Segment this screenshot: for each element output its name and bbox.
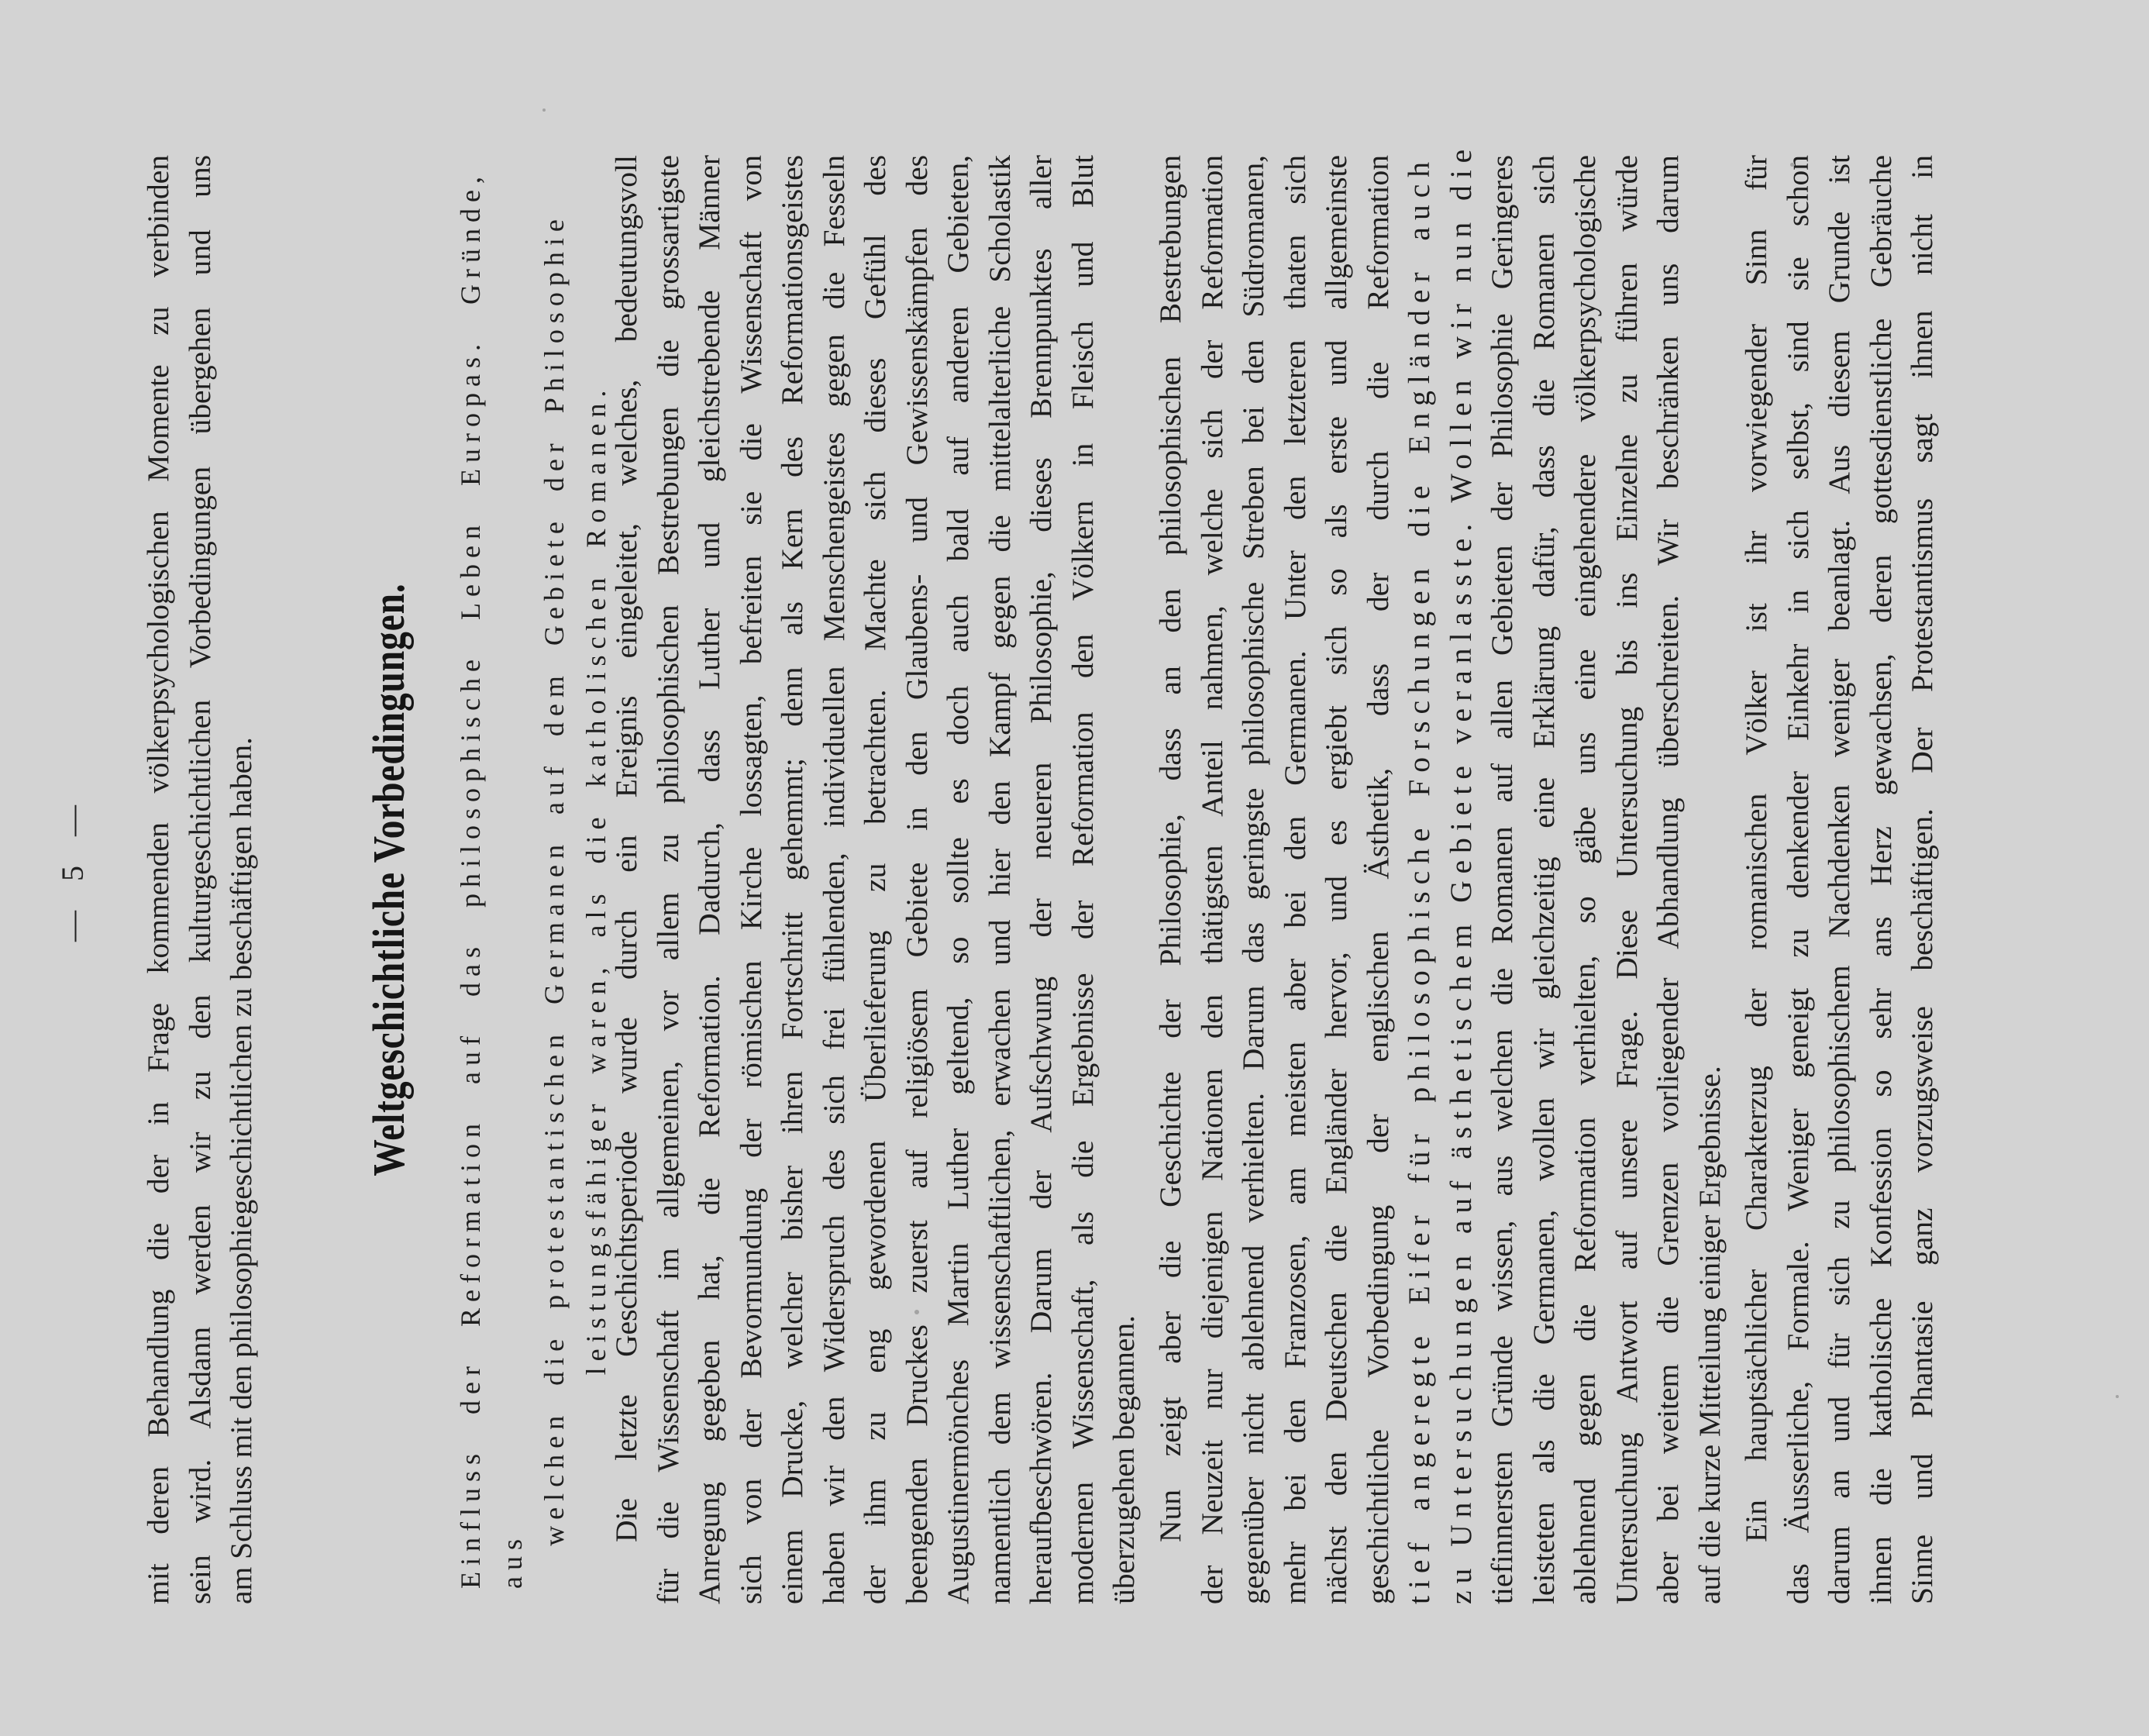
text-line: das Äusserliche, Formale. Weniger geneigt zu denkender Einkehr in sich selbst, sind sie schon [1780, 155, 1815, 1604]
scan-speck [914, 1310, 919, 1314]
text-line: Sinne und Phantasie ganz vorzugsweise beschäftigen. Der Protestantismus sagt ihnen nicht in [1905, 155, 1939, 1604]
text-line: ablehnend gegen die Reformation verhielten, so gäbe uns eine eingehendere völkerpsychologische [1568, 155, 1602, 1604]
subtitle-line: leistungsfähiger waren, als die katholischen Romanen. [580, 384, 611, 1376]
text-line: ihnen die katholische Konfession so sehr ans Herz gewachsen, deren gottesdienstliche Gebräuche [1863, 155, 1898, 1604]
subtitle-line: Einfluss der Reformation auf das philosophische Leben Europas. Gründe, aus [455, 170, 528, 1589]
text-line: beengenden Druckes zuerst auf religiösem Gebiete in den Glaubens- und Gewissenskämpfen des [899, 155, 934, 1604]
text-line: der ihm zu eng gewordenen Überlieferung zu betrachten. Machte sich dieses Gefühl des [858, 155, 892, 1604]
text-line: Untersuchung Antwort auf unsere Frage. Diese Untersuchung bis ins Einzelne zu führen würde [1609, 155, 1644, 1604]
paragraph-philosophy [1150, 142, 1731, 1604]
section-title: Weltgeschichtliche Vorbedingungen. [363, 583, 414, 1176]
text-line: für die Wissenschaft im allgemeinen, vor allem zu philosophischen Bestrebungen die grossartigste [650, 155, 685, 1604]
scan-speck [542, 108, 546, 112]
scan-speck [1790, 163, 1794, 167]
text-line: tiefinnersten Gründe wissen, aus welchen die Romanen auf allen Gebieten der Philosophie Geringeres [1485, 155, 1519, 1604]
intro-paragraph [138, 155, 263, 1604]
scan-speck [2116, 1395, 2119, 1398]
text-line: leisteten als die Germanen, wollen wir gleichzeitig eine Erklärung dafür, dass die Romanen sich [1526, 155, 1561, 1604]
text-line: haben wir den Widerspruch des sich frei fühlenden, individuellen Menschengeistes gegen die Fesseln [816, 155, 851, 1604]
text-line: mit deren Behandlung die der in Frage kommenden völkerpsychologischen Momente zu verbinden [141, 155, 175, 1604]
text-line: Augustinermönches Martin Luther geltend, so sollte es doch auch bald auf anderen Gebieten, [941, 155, 975, 1604]
text-line: auf die kurze Mitteilung einiger Ergebnisse. [1692, 1066, 1727, 1604]
text-line: gegenüber nicht ablehnend verhielten. Darum das geringste philosophische Streben bei den Südromanen, [1236, 155, 1270, 1604]
text-line: aber bei weitem die Grenzen vorliegender Abhandlung überschreiten. Wir beschränken uns darum [1651, 155, 1685, 1604]
page-number: — 5 — [55, 794, 90, 942]
text-line: am Schluss mit den philosophiegeschichtlichen zu beschäftigen haben. [224, 737, 258, 1604]
text-line: namentlich dem wissenschaftlichen, erwachen und hier den Kampf gegen die mittelalterliche Scholastik [982, 155, 1017, 1604]
text-line: Ein hauptsächlicher Charakterzug der romanischen Völker ist ihr vorwiegender Sinn für [1739, 155, 1773, 1542]
text-line: sich von der Bevormundung der römischen Kirche lossagten, befreiten sie die Wissenschaft von [733, 155, 768, 1604]
text-line: geschichtliche Vorbedingung der englischen Ästhetik, dass der durch die Reformation [1360, 155, 1395, 1604]
text-line: modernen Wissenschaft, als die Ergebnisse der Reformation den Völkern in Fleisch und Blut [1065, 155, 1100, 1604]
text-line: mehr bei den Franzosen, am meisten aber bei den Germanen. Unter den letzteren thaten sich [1277, 155, 1312, 1604]
text-line: zu Untersuchungen auf ästhetischem Gebiete veranlasste. Wollen wir nun die [1443, 142, 1478, 1604]
text-line: Anregung gegeben hat, die Reformation. Dadurch, dass Luther und gleichstrebende Männer [692, 155, 726, 1604]
text-line: tief angeregte Eifer für philosophische Forschungen die Engländer auch [1402, 155, 1436, 1604]
text-line: darum an und für sich zu philosophischem Nachdenken weniger beanlagt. Aus diesem Grunde ist [1822, 155, 1856, 1604]
text-line: sein wird. Alsdann werden wir zu den kulturgeschichtlichen Vorbedingungen übergehen und uns [182, 155, 217, 1604]
text-line: Die letzte Geschichtsperiode wurde durch ein Ereignis eingeleitet, welches, bedeutungsvoll [609, 155, 643, 1542]
paragraph-reformation [606, 155, 1145, 1604]
text-line: einem Drucke, welcher bisher ihren Fortschritt gehemmt; denn als Kern des Reformationsgeistes [775, 155, 809, 1604]
paragraph-romance-peoples [1736, 155, 1944, 1604]
text-line: nächst den Deutschen die Engländer hervor, und es ergiebt sich so als erste und allgemeinste [1319, 155, 1353, 1604]
text-line: überzugehen begannen. [1107, 1315, 1141, 1604]
section-subtitle [449, 170, 617, 1589]
subtitle-line: welchen die protestantischen Germanen auf dem Gebiete der Philosophie [539, 213, 570, 1546]
text-line: Nun zeigt aber die Geschichte der Philosophie, dass an den philosophischen Bestrebungen [1153, 155, 1187, 1542]
text-line: der Neuzeit nur diejenigen Nationen den thätigsten Anteil nahmen, welche sich der Reformation [1194, 155, 1229, 1604]
text-line: heraufbeschwören. Darum der Aufschwung der neueren Philosophie, dieses Brennpunktes aller [1024, 155, 1058, 1604]
